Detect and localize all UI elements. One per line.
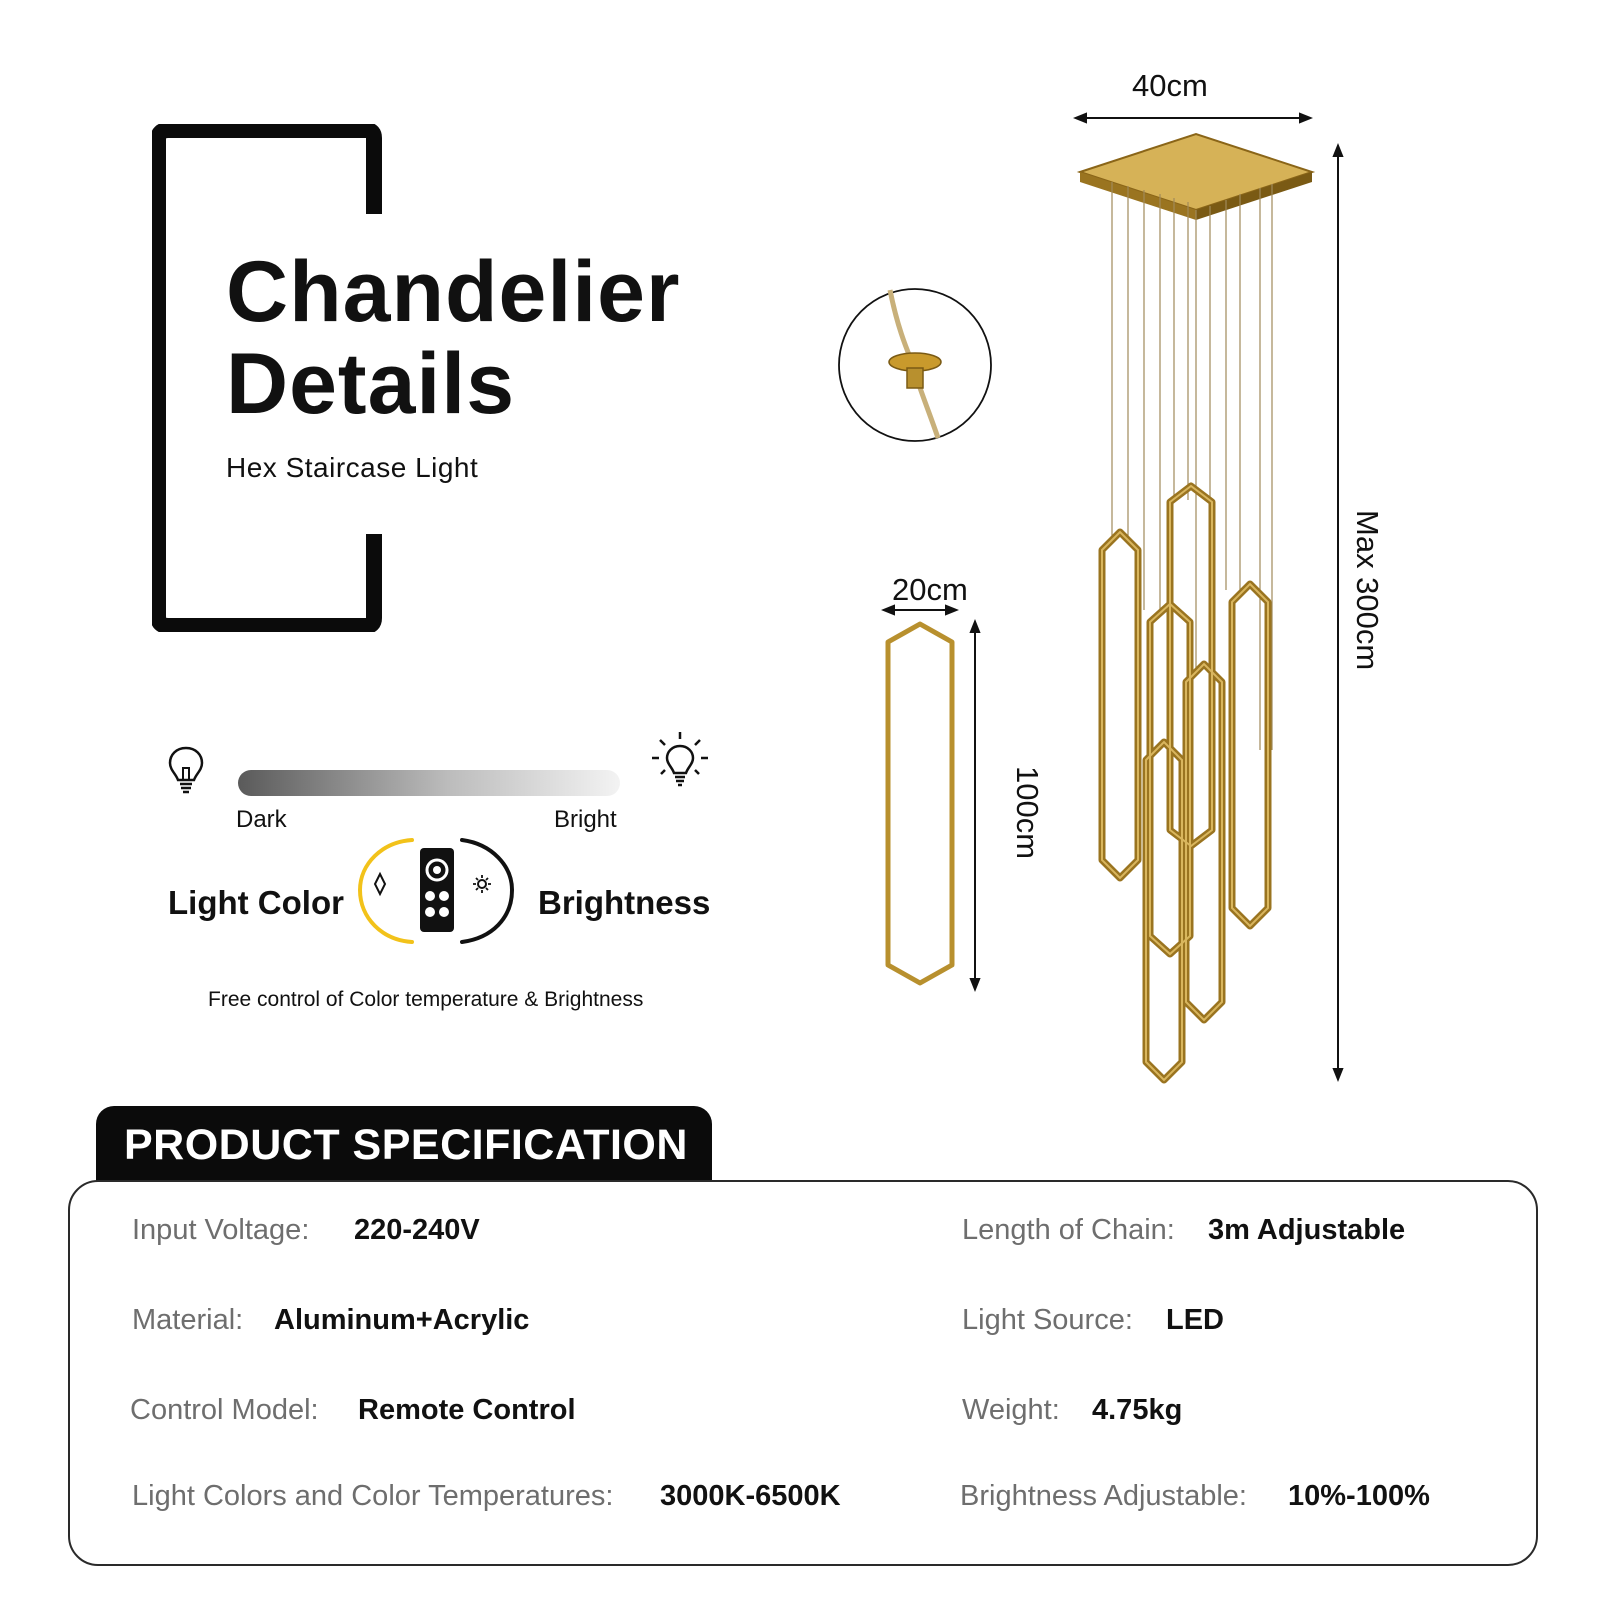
light-color-label: Light Color (168, 884, 344, 921)
spec-value-chain-length: 3m Adjustable (1208, 1214, 1406, 1246)
dimmer-description: Free control of Color temperature & Brightness (208, 988, 644, 1011)
spec-value-color-temperatures: 3000K-6500K (660, 1480, 841, 1512)
detail-zoom-circle (839, 289, 991, 441)
dark-label: Dark (236, 806, 287, 833)
single-hex-element (888, 624, 952, 983)
ceiling-canopy (1080, 134, 1312, 220)
spec-label-control-model: Control Model: (130, 1394, 319, 1426)
page-title (226, 246, 680, 430)
spec-value-control-model: Remote Control (358, 1394, 576, 1426)
title-line-2: Details (226, 336, 516, 432)
brightness-slider-track (238, 770, 620, 796)
spec-label-material: Material: (132, 1304, 244, 1336)
element-height-label: 100cm (1010, 766, 1045, 860)
brightness-label: Brightness (538, 884, 711, 921)
spec-table (68, 1180, 1538, 1566)
top-width-label: 40cm (1132, 68, 1208, 103)
spec-value-input-voltage: 220-240V (354, 1214, 480, 1246)
spec-value-material: Aluminum+Acrylic (274, 1304, 530, 1336)
hex-highlights (1102, 486, 1268, 1080)
spec-value-brightness-adjustable: 10%-100% (1288, 1480, 1430, 1512)
max-height-label: Max 300cm (1350, 510, 1385, 671)
spec-value-light-source: LED (1166, 1304, 1224, 1336)
spec-label-light-source: Light Source: (962, 1304, 1133, 1336)
remote-control-icon (352, 832, 522, 952)
spec-label-brightness-adjustable: Brightness Adjustable: (960, 1480, 1247, 1512)
spec-label-color-temperatures: Light Colors and Color Temperatures: (132, 1480, 614, 1512)
bulb-off-icon (166, 744, 206, 794)
element-width-label: 20cm (892, 572, 968, 607)
title-line-1: Chandelier (226, 244, 681, 340)
page-subtitle: Hex Staircase Light (226, 452, 479, 483)
spec-label-chain-length: Length of Chain: (962, 1214, 1175, 1246)
bright-label: Bright (554, 806, 617, 833)
chandelier-diagram (820, 90, 1540, 1130)
spec-label-input-voltage: Input Voltage: (132, 1214, 310, 1246)
bulb-on-icon (650, 730, 710, 792)
spec-label-weight: Weight: (962, 1394, 1060, 1426)
spec-heading: PRODUCT SPECIFICATION (96, 1106, 712, 1184)
spec-value-weight: 4.75kg (1092, 1394, 1183, 1426)
